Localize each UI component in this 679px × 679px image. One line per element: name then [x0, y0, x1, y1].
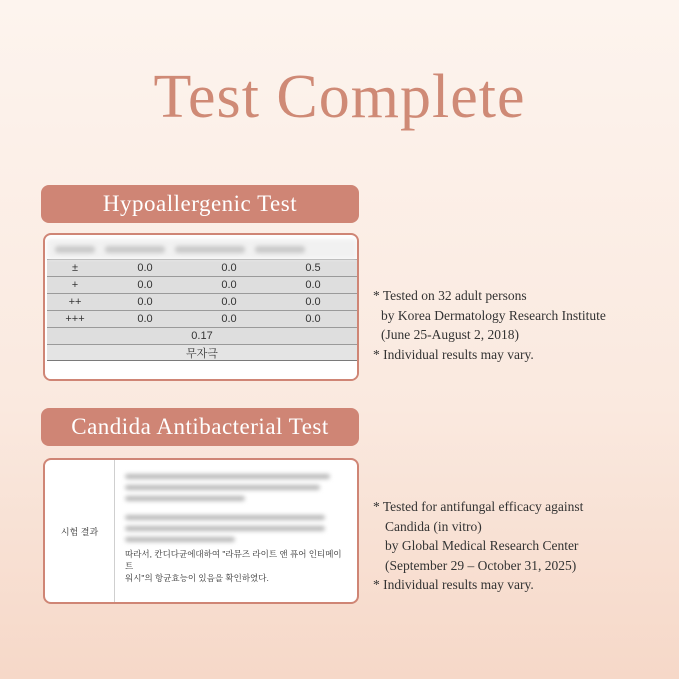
- note-line: Candida (in vitro): [385, 518, 482, 534]
- note-line: (June 25-August 2, 2018): [381, 327, 519, 342]
- grade-cell: +++: [65, 313, 85, 325]
- total-value: 0.17: [191, 330, 213, 342]
- candida-result-card: [43, 458, 359, 604]
- result-text-line: 따라서, 칸디다균에대하여 "라뮤즈 라이트 앤 퓨어 인티메이트: [125, 549, 342, 571]
- value-cell: 0.0: [137, 313, 153, 325]
- hypoallergenic-test-label: Hypoallergenic Test: [41, 185, 359, 223]
- table-row: [47, 276, 357, 293]
- value-cell: 0.0: [221, 262, 237, 274]
- candida-notes: [373, 497, 673, 595]
- note-line: * Individual results may vary.: [373, 346, 534, 362]
- page-title: Test Complete: [153, 63, 526, 131]
- table-row: [47, 293, 357, 310]
- note-line: * Tested for antifungal efficacy against: [373, 499, 584, 514]
- result-text-line: 워시"의 항균효능이 있음을 확인하였다.: [125, 573, 269, 583]
- value-cell: 0.0: [221, 279, 237, 291]
- note-line: by Korea Dermatology Research Institute: [381, 307, 606, 323]
- total-row: [47, 327, 357, 344]
- grade-cell: ++: [68, 296, 82, 308]
- value-cell: 0.0: [305, 313, 321, 325]
- grade-cell: +: [71, 279, 79, 291]
- value-cell: 0.0: [137, 279, 153, 291]
- result-value: 무자극: [186, 347, 218, 360]
- value-cell: 0.0: [137, 262, 153, 274]
- value-cell: 0.0: [305, 279, 321, 291]
- table-row: [47, 310, 357, 327]
- result-row: [47, 344, 357, 361]
- value-cell: 0.0: [221, 313, 237, 325]
- table-row: [47, 259, 357, 276]
- blurred-table-header: [47, 239, 357, 259]
- candida-test-label: Candida Antibacterial Test: [41, 408, 359, 446]
- note-line: (September 29 – October 31, 2025): [385, 557, 577, 573]
- hypoallergenic-result-table: [43, 233, 359, 381]
- note-line: by Global Medical Research Center: [385, 538, 579, 553]
- value-cell: 0.0: [137, 296, 153, 308]
- note-line: * Tested on 32 adult persons: [373, 288, 527, 303]
- value-cell: 0.0: [305, 296, 321, 308]
- value-cell: 0.0: [221, 296, 237, 308]
- value-cell: 0.5: [305, 262, 321, 274]
- blurred-text-block: [125, 474, 345, 542]
- grade-cell: ±: [71, 262, 79, 274]
- note-line: * Individual results may vary.: [373, 577, 534, 592]
- hypoallergenic-notes: [373, 286, 673, 364]
- result-side-label: 시험 결과: [45, 460, 115, 602]
